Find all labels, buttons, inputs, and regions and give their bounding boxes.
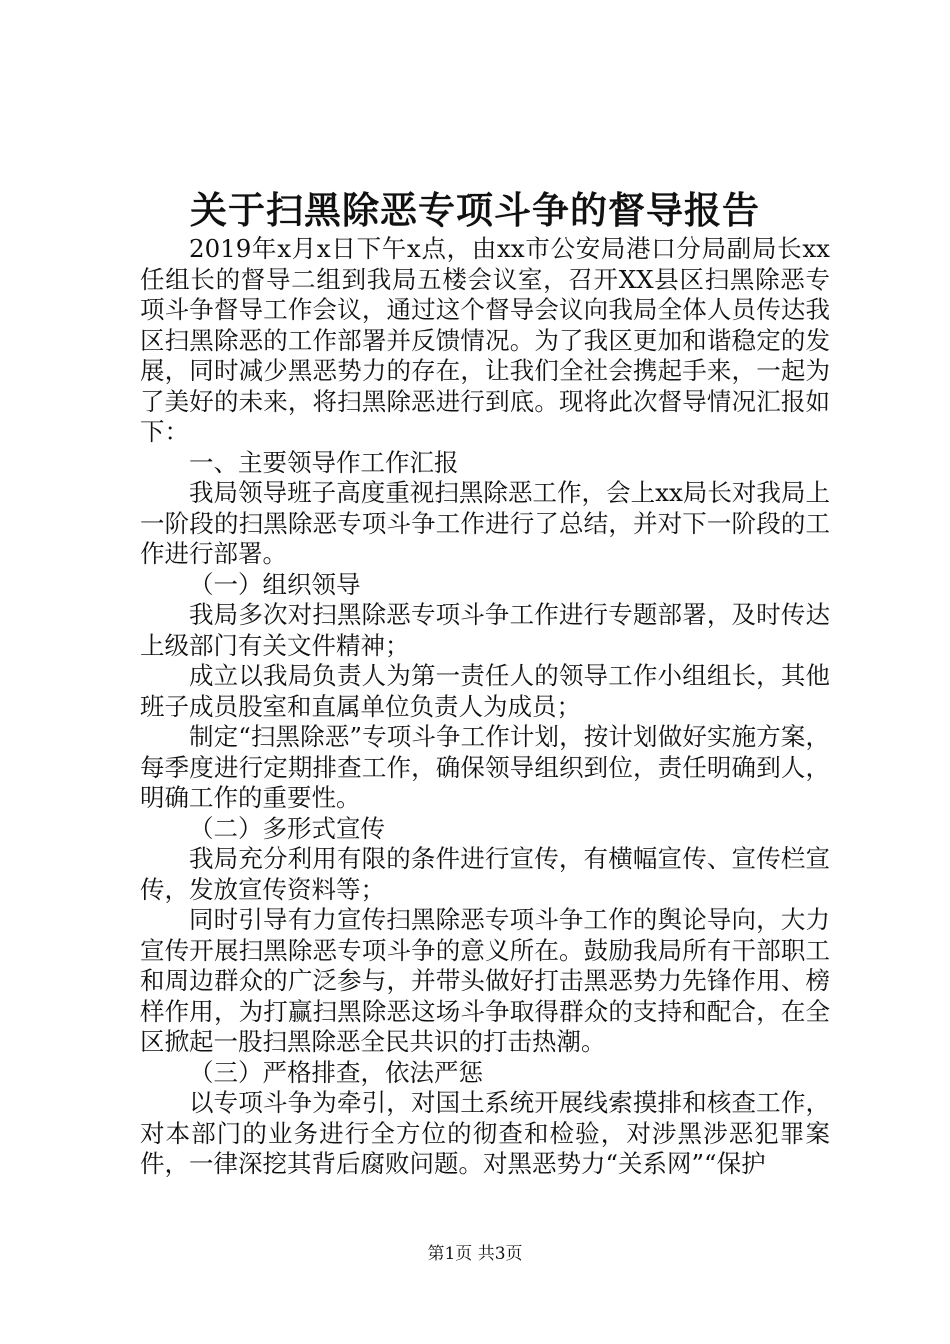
document-body [140, 234, 830, 1180]
section-heading-1: 一、主要领导作工作汇报 [189, 447, 459, 477]
paragraph-intro: 2019年x月x日下午x点，由xx市公安局港口分局副局长xx任组长的督导二组到我局五楼会议室，召开XX县区扫黑除恶专项斗争督导工作会议，通过这个督导会议向我局全体人员传达我区扫黑除恶的工作部署并反馈情况。为了我区更加和谐稳定的发展，同时减少黑恶势力的存在，让我们全社会携起手来，一起为了美好的未来，将扫黑除恶进行到底。现将此次督导情况汇报如下： [140, 234, 830, 446]
paragraph: 同时引导有力宣传扫黑除恶专项斗争工作的舆论导向，大力宣传开展扫黑除恶专项斗争的意义所在。鼓励我局所有干部职工和周边群众的广泛参与，并带头做好打击黑恶势力先锋作用、榜样作用，为打赢扫黑除恶这场斗争取得群众的支持和配合，在全区掀起一股扫黑除恶全民共识的打击热潮。 [140, 905, 830, 1056]
subsection-heading-1: （一）组织领导 [189, 569, 361, 599]
paragraph: 成立以我局负责人为第一责任人的领导工作小组组长，其他班子成员股室和直属单位负责人为成员； [140, 661, 830, 721]
subsection-heading-3: （三）严格排查，依法严惩 [189, 1057, 483, 1087]
paragraph: 我局充分利用有限的条件进行宣传，有横幅宣传、宣传栏宣传，发放宣传资料等； [140, 844, 830, 904]
paragraph: 以专项斗争为牵引，对国土系统开展线索摸排和核查工作，对本部门的业务进行全方位的彻查和检验，对涉黑涉恶犯罪案件，一律深挖其背后腐败问题。对黑恶势力“关系网”“保护 [140, 1088, 830, 1178]
paragraph: 我局领导班子高度重视扫黑除恶工作，会上xx局长对我局上一阶段的扫黑除恶专项斗争工作进行了总结，并对下一阶段的工作进行部署。 [140, 478, 830, 568]
page-indicator: 第1页 共3页 [427, 1244, 523, 1264]
paragraph: 制定“扫黑除恶”专项斗争工作计划，按计划做好实施方案，每季度进行定期排查工作，确保领导组织到位，责任明确到人，明确工作的重要性。 [140, 722, 830, 812]
paragraph: 我局多次对扫黑除恶专项斗争工作进行专题部署，及时传达上级部门有关文件精神； [140, 600, 830, 660]
subsection-heading-2: （二）多形式宣传 [189, 813, 385, 843]
document-title: 关于扫黑除恶专项斗争的督导报告 [190, 188, 760, 232]
